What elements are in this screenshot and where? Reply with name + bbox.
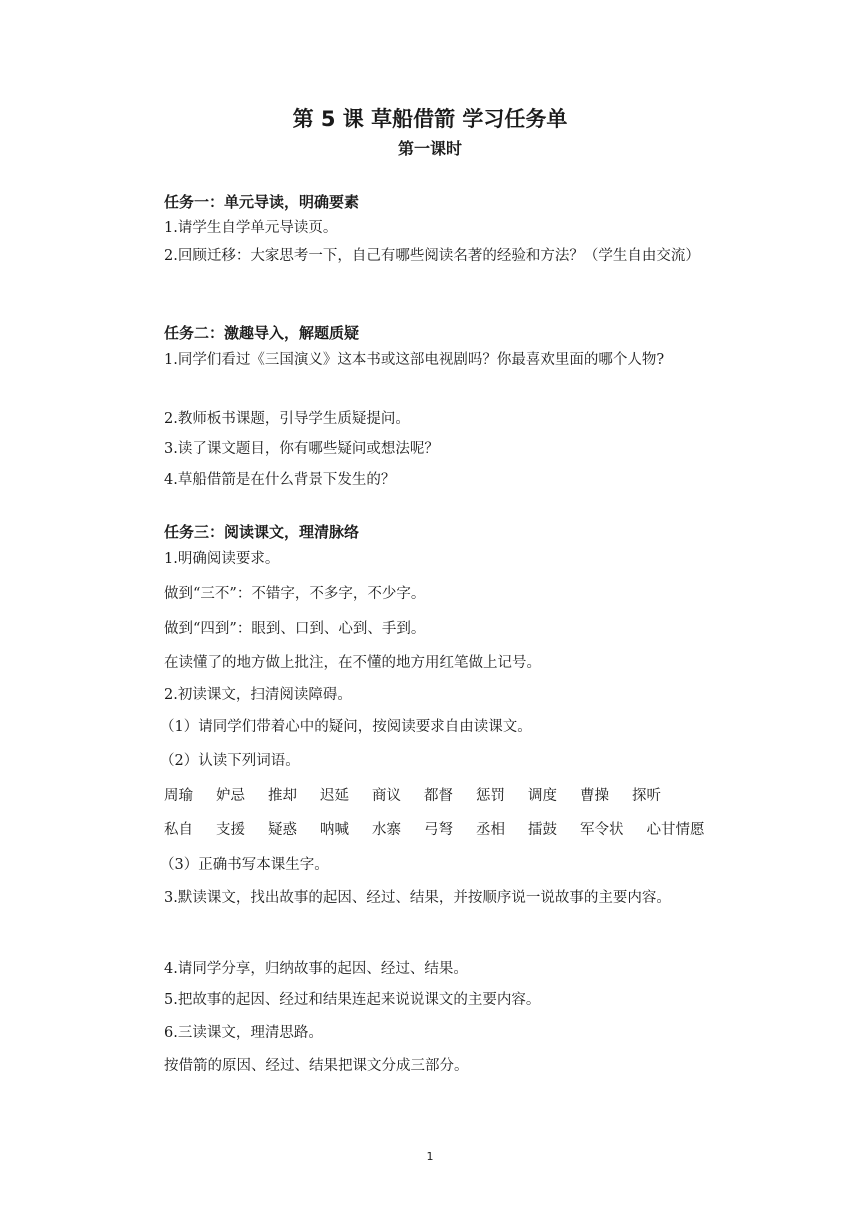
vocab-word: 推却 bbox=[268, 788, 297, 804]
task3-item-2: 做到“三不”：不错字，不多字，不少字。 bbox=[164, 586, 426, 602]
vocab-word: 曹操 bbox=[580, 788, 609, 804]
task3-item-10: 4.请同学分享，归纳故事的起因、经过、结果。 bbox=[164, 961, 468, 977]
task3-item-8: （3）正确书写本课生字。 bbox=[160, 857, 329, 873]
task2-item-2: 2.教师板书课题，引导学生质疑提问。 bbox=[164, 411, 410, 427]
vocab-word: 调度 bbox=[528, 788, 557, 804]
task2-item-3: 3.读了课文题目，你有哪些疑问或想法呢？ bbox=[164, 441, 439, 457]
task1-heading: 任务一：单元导读，明确要素 bbox=[164, 193, 360, 211]
vocab-word: 水寨 bbox=[372, 822, 401, 838]
vocab-word: 都督 bbox=[424, 788, 453, 804]
page-title: 第 5 课 草船借箭 学习任务单 bbox=[292, 107, 568, 131]
page-subtitle: 第一课时 bbox=[397, 139, 462, 158]
task3-item-4: 在读懂了的地方做上批注，在不懂的地方用红笔做上记号。 bbox=[164, 655, 541, 671]
vocab-word: 心甘情愿 bbox=[646, 822, 705, 838]
vocab-word: 支援 bbox=[216, 822, 245, 838]
task3-item-5: 2.初读课文，扫清阅读障碍。 bbox=[164, 687, 352, 703]
vocab-word: 惩罚 bbox=[476, 788, 505, 804]
vocab-row-1 bbox=[164, 783, 740, 809]
vocab-word: 妒忌 bbox=[216, 788, 245, 804]
vocab-word: 私自 bbox=[164, 822, 193, 838]
task1-item-1: 1.请学生自学单元导读页。 bbox=[164, 220, 338, 236]
vocab-word: 探听 bbox=[632, 788, 661, 804]
task2-item-4: 4.草船借箭是在什么背景下发生的？ bbox=[164, 472, 396, 488]
vocab-word: 呐喊 bbox=[320, 822, 349, 838]
vocab-word: 丞相 bbox=[476, 822, 505, 838]
vocab-row-2 bbox=[164, 817, 740, 843]
task3-item-9: 3.默读课文，找出故事的起因、经过、结果，并按顺序说一说故事的主要内容。 bbox=[164, 890, 671, 906]
task3-item-6: （1）请同学们带着心中的疑问，按阅读要求自由读课文。 bbox=[160, 719, 532, 735]
task3-item-11: 5.把故事的起因、经过和结果连起来说说课文的主要内容。 bbox=[164, 992, 541, 1008]
task3-item-1: 1.明确阅读要求。 bbox=[164, 551, 280, 567]
vocab-word: 军令状 bbox=[580, 822, 624, 838]
task3-item-13: 按借箭的原因、经过、结果把课文分成三部分。 bbox=[164, 1058, 469, 1074]
vocab-word: 擂鼓 bbox=[528, 822, 557, 838]
task3-heading: 任务三：阅读课文，理清脉络 bbox=[164, 523, 360, 541]
vocab-word: 弓弩 bbox=[424, 822, 453, 838]
task3-item-3: 做到“四到”：眼到、口到、心到、手到。 bbox=[164, 621, 426, 637]
page-number: 1 bbox=[426, 1150, 434, 1163]
task2-item-1: 1.同学们看过《三国演义》这本书或这部电视剧吗？你最喜欢里面的哪个人物? bbox=[164, 352, 665, 368]
vocab-word: 周瑜 bbox=[164, 788, 193, 804]
vocab-word: 疑惑 bbox=[268, 822, 297, 838]
vocab-word: 商议 bbox=[372, 788, 401, 804]
task2-heading: 任务二：激趣导入，解题质疑 bbox=[164, 324, 360, 342]
task1-item-2: 2.回顾迁移：大家思考一下，自己有哪些阅读名著的经验和方法？（学生自由交流） bbox=[164, 248, 700, 264]
vocab-word: 迟延 bbox=[320, 788, 349, 804]
task3-item-12: 6.三读课文，理清思路。 bbox=[164, 1025, 323, 1041]
task3-item-7: （2）认读下列词语。 bbox=[160, 753, 300, 769]
